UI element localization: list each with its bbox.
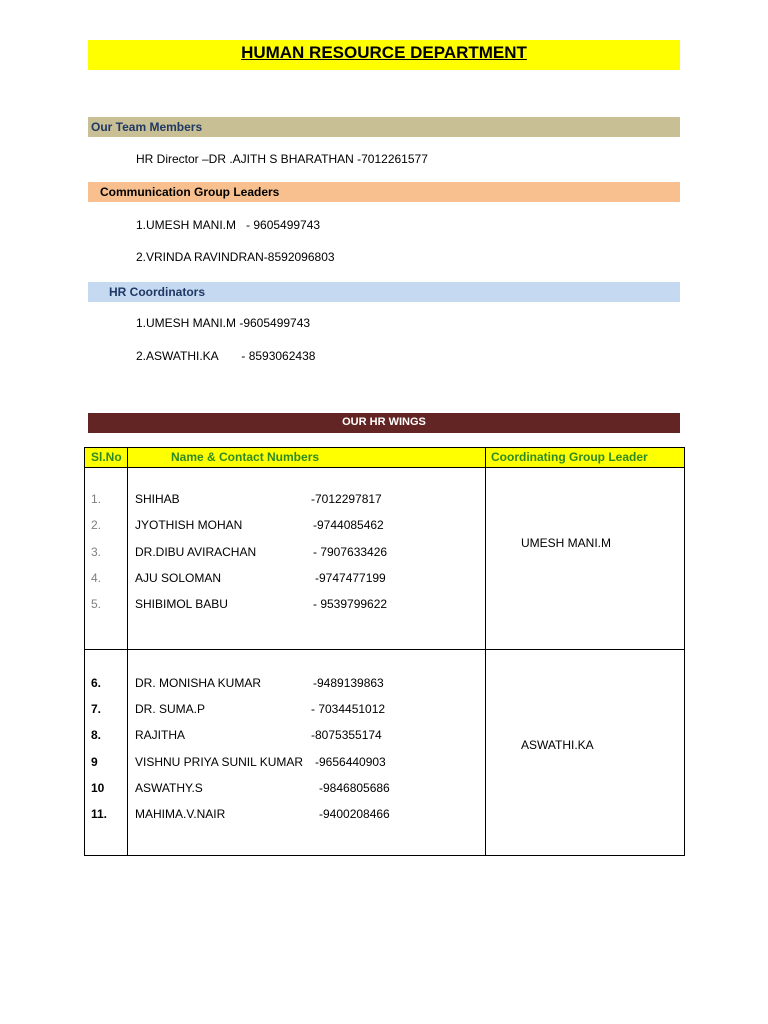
group-leader-aswathi: ASWATHI.KA: [521, 738, 594, 752]
member-phone: -9747477199: [315, 571, 386, 585]
communication-leaders-heading: Communication Group Leaders: [88, 182, 680, 202]
header-divider: [85, 467, 684, 468]
hr-director-line: HR Director –DR .AJITH S BHARATHAN -7012261577: [136, 152, 428, 166]
hr-coordinator-item: 2.ASWATHI.KA - 8593062438: [136, 349, 316, 363]
member-phone: -8075355174: [311, 728, 382, 742]
row-number: 8.: [91, 728, 102, 742]
member-phone: -7012297817: [311, 492, 382, 506]
row-number: 2.: [91, 518, 102, 532]
team-members-heading: Our Team Members: [88, 117, 680, 137]
member-name: AJU SOLOMAN: [135, 571, 222, 585]
member-phone: -9489139863: [313, 676, 384, 690]
group-divider: [85, 649, 684, 650]
row-number: 6.: [91, 676, 102, 690]
group-leader-umesh: UMESH MANI.M: [521, 536, 611, 550]
member-name: DR. MONISHA KUMAR: [135, 676, 262, 690]
member-name: DR. SUMA.P: [135, 702, 206, 716]
member-phone: -9400208466: [319, 807, 390, 821]
member-phone: - 7907633426: [313, 545, 388, 559]
column-divider: [485, 448, 486, 855]
member-name: MAHIMA.V.NAIR: [135, 807, 226, 821]
row-number: 9: [91, 755, 98, 769]
column-divider: [127, 448, 128, 855]
row-number: 3.: [91, 545, 102, 559]
row-number: 5.: [91, 597, 102, 611]
member-name: VISHNU PRIYA SUNIL KUMAR: [135, 755, 304, 769]
hr-coordinator-item: 1.UMESH MANI.M -9605499743: [136, 316, 311, 330]
member-name: JYOTHISH MOHAN: [135, 518, 243, 532]
row-number: 10: [91, 781, 105, 795]
row-number: 11.: [91, 807, 108, 821]
row-number: 4.: [91, 571, 102, 585]
member-name: SHIBIMOL BABU: [135, 597, 228, 611]
member-phone: - 9539799622: [313, 597, 388, 611]
hr-wings-heading: OUR HR WINGS: [88, 413, 680, 433]
header-group-leader: Coordinating Group Leader: [491, 450, 648, 464]
member-name: ASWATHY.S: [135, 781, 203, 795]
member-phone: -9744085462: [313, 518, 384, 532]
hr-coordinators-heading: HR Coordinators: [88, 282, 680, 302]
member-name: RAJITHA: [135, 728, 186, 742]
member-name: DR.DIBU AVIRACHAN: [135, 545, 257, 559]
member-phone: -9656440903: [315, 755, 386, 769]
header-name-contact: Name & Contact Numbers: [171, 450, 320, 464]
row-number: 1.: [91, 492, 102, 506]
row-number: 7.: [91, 702, 102, 716]
communication-leader-item: 1.UMESH MANI.M - 9605499743: [136, 218, 321, 232]
communication-leader-item: 2.VRINDA RAVINDRAN-8592096803: [136, 250, 335, 264]
member-phone: - 7034451012: [311, 702, 386, 716]
header-slno: Sl.No: [91, 450, 122, 464]
page-title: HUMAN RESOURCE DEPARTMENT: [241, 43, 527, 62]
member-name: SHIHAB: [135, 492, 180, 506]
title-banner: [88, 40, 680, 70]
hr-wings-table: [84, 447, 685, 856]
member-phone: -9846805686: [319, 781, 390, 795]
